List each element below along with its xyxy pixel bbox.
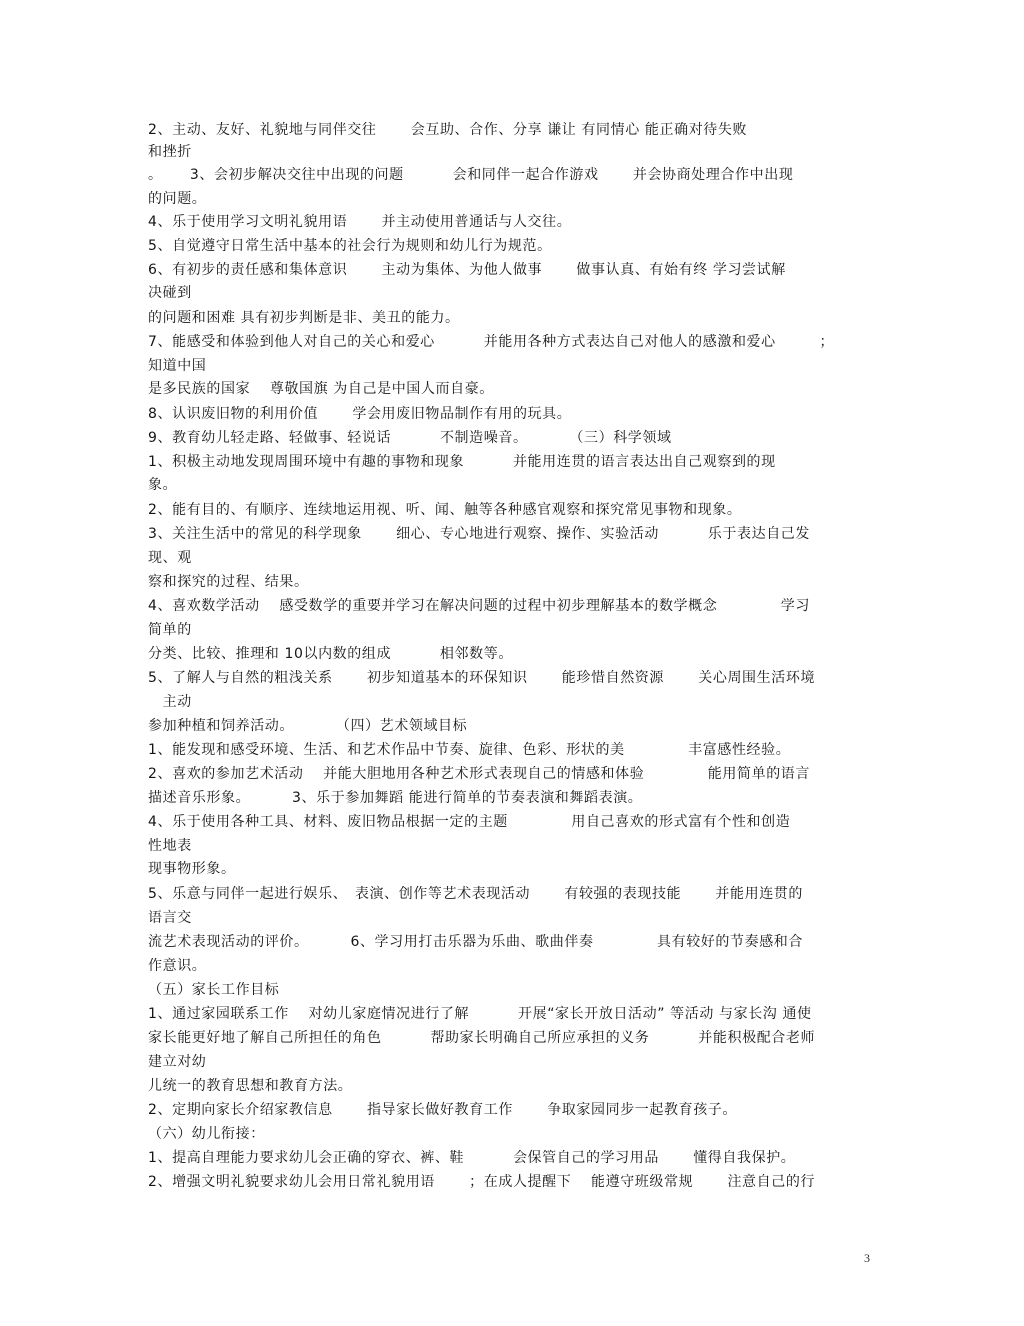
text-line: （六）幼儿衔接： (148, 1126, 265, 1142)
text-line: 9、教育幼儿轻走路、轻做事、轻说话 不制造噪音。 （三）科学领域 (148, 430, 672, 446)
text-line: 3、关注生活中的常见的科学现象 细心、专心地进行观察、操作、实验活动 乐于表达自己发 (148, 526, 811, 542)
text-line: 1、积极主动地发现周围环境中有趣的事物和现象 并能用连贯的语言表达出自己观察到的现 (148, 454, 776, 470)
text-line: 2、主动、友好、礼貌地与同伴交往 会互助、合作、分享 谦让 有同情心 能正确对待失败 (148, 122, 748, 138)
text-line: 语言交 (148, 910, 192, 926)
text-line: 家长能更好地了解自己所担任的角色 帮助家长明确自己所应承担的义务 并能积极配合老师 (148, 1030, 816, 1046)
text-line: 建立对幼 (148, 1054, 207, 1070)
text-line: 1、通过家园联系工作 对幼儿家庭情况进行了解 开展“家长开放日活动” 等活动 与家长沟 通使 (148, 1006, 812, 1022)
text-line: 性地表 (148, 838, 192, 854)
text-line: 描述音乐形象。 3、乐于参加舞蹈 能进行简单的节奏表演和舞蹈表演。 (148, 790, 643, 806)
text-line: 4、乐于使用各种工具、材料、废旧物品根据一定的主题 用自己喜欢的形式富有个性和创造 (148, 814, 791, 830)
text-line: 4、喜欢数学活动 感受数学的重要并学习在解决问题的过程中初步理解基本的数学概念 学习 (148, 598, 811, 614)
text-line: 。 3、会初步解决交往中出现的问题 会和同伴一起合作游戏 并会协商处理合作中出现 (148, 167, 794, 183)
text-line: 流艺术表现活动的评价。 6、学习用打击乐器为乐曲、歌曲伴奏 具有较好的节奏感和合 (148, 934, 804, 950)
text-line: 5、自觉遵守日常生活中基本的社会行为规则和幼儿行为规范。 (148, 238, 552, 254)
text-line: 1、能发现和感受环境、生活、和艺术作品中节奏、旋律、色彩、形状的美 丰富感性经验。 (148, 742, 791, 758)
text-line: 5、了解人与自然的粗浅关系 初步知道基本的环保知识 能珍惜自然资源 关心周围生活环境 (148, 670, 816, 686)
text-line: 是多民族的国家 尊敬国旗 为自己是中国人而自豪。 (148, 381, 494, 397)
text-line: 分类、比较、推理和 10以内数的组成 相邻数等。 (148, 646, 513, 662)
text-line: 8、认识废旧物的利用价值 学会用废旧物品制作有用的玩具。 (148, 406, 572, 422)
text-line: 象。 (148, 477, 178, 493)
text-line: 1、提高自理能力要求幼儿会正确的穿衣、裤、鞋 会保管自己的学习用品 懂得自我保护。 (148, 1150, 796, 1166)
text-line: 2、增强文明礼貌要求幼儿会用日常礼貌用语 ；在成人提醒下 能遵守班级常规 注意自己的行 (148, 1174, 816, 1190)
text-line: 现事物形象。 (148, 861, 236, 877)
text-line: 作意识。 (148, 958, 207, 974)
text-line: 2、喜欢的参加艺术活动 并能大胆地用各种艺术形式表现自己的情感和体验 能用简单的语言 (148, 766, 811, 782)
text-line: 5、乐意与同伴一起进行娱乐、 表演、创作等艺术表现活动 有较强的表现技能 并能用连贯的 (148, 886, 804, 902)
text-line: 2、定期向家长介绍家教信息 指导家长做好教育工作 争取家园同步一起教育孩子。 (148, 1102, 738, 1118)
text-line: 的问题。 (148, 191, 207, 207)
page-number: 3 (864, 1251, 870, 1265)
text-line: 简单的 (148, 622, 192, 638)
text-line: 察和探究的过程、结果。 (148, 574, 309, 590)
text-line: 7、能感受和体验到他人对自己的关心和爱心 并能用各种方式表达自己对他人的感激和爱心 ； (148, 334, 835, 350)
text-line: 4、乐于使用学习文明礼貌用语 并主动使用普通话与人交往。 (148, 214, 572, 230)
text-line: 决碰到 (148, 285, 192, 301)
text-line: 儿统一的教育思想和教育方法。 (148, 1078, 353, 1094)
text-line: （五）家长工作目标 (148, 982, 280, 998)
text-line: 和挫折 (148, 144, 192, 160)
text-line: 2、能有目的、有顺序、连续地运用视、听、闻、触等各种感官观察和探究常见事物和现象。 (148, 502, 742, 518)
text-line: 现、观 (148, 550, 192, 566)
text-line: 6、有初步的责任感和集体意识 主动为集体、为他人做事 做事认真、有始有终 学习尝试解 (148, 262, 786, 278)
text-line: 的问题和困难 具有初步判断是非、美丑的能力。 (148, 310, 460, 326)
text-line: 知道中国 (148, 358, 207, 374)
text-line: 参加种植和饲养活动。 （四）艺术领域目标 (148, 718, 468, 734)
text-line: 主动 (148, 694, 192, 710)
